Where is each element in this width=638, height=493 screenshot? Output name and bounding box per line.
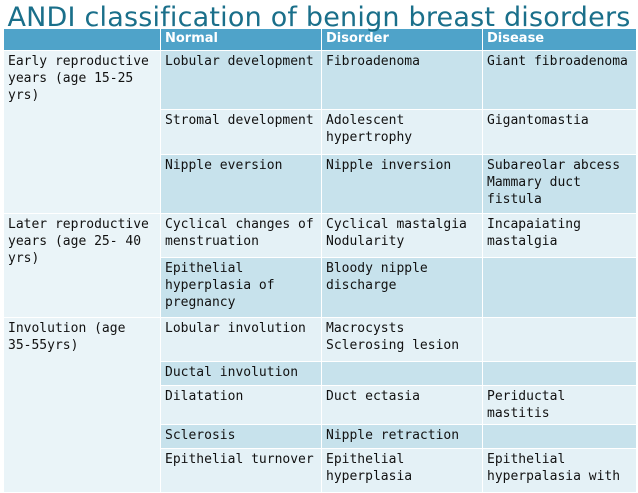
disease-cell: Giant fibroadenoma [483,51,637,110]
disorder-cell: Adolescent hypertrophy [322,110,483,155]
header-normal: Normal [161,29,322,51]
andi-table [3,28,637,493]
normal-cell: Stromal development [161,110,322,155]
disorder-cell: Macrocysts Sclerosing lesion [322,318,483,362]
normal-cell: Ductal involution [161,362,322,386]
disorder-cell: Bloody nipple discharge [322,258,483,318]
disease-cell: Subareolar abcess Mammary duct fistula [483,155,637,214]
normal-cell: Lobular involution [161,318,322,362]
disease-cell: Periductal mastitis [483,386,637,425]
slide-title: ANDI classification of benign breast disorders [7,2,631,33]
normal-cell: Nipple eversion [161,155,322,214]
disease-cell [483,425,637,449]
table-row [4,214,637,258]
disease-cell: Epithelial hyperpalasia with [483,449,637,493]
disease-cell: Gigantomastia [483,110,637,155]
disease-cell: Incapaiating mastalgia [483,214,637,258]
disorder-cell: Nipple retraction [322,425,483,449]
table-row [4,51,637,110]
disorder-cell: Epithelial hyperplasia [322,449,483,493]
normal-cell: Dilatation [161,386,322,425]
normal-cell: Lobular development [161,51,322,110]
normal-cell: Epithelial hyperplasia of pregnancy [161,258,322,318]
stage-cell: Early reproductive years (age 15-25 yrs) [4,51,161,214]
normal-cell: Epithelial turnover [161,449,322,493]
disorder-cell: Duct ectasia [322,386,483,425]
normal-cell: Cyclical changes of menstruation [161,214,322,258]
header-disease: Disease [483,29,637,51]
table-row [4,318,637,362]
header-disorder: Disorder [322,29,483,51]
disorder-cell: Fibroadenoma [322,51,483,110]
disorder-cell [322,362,483,386]
disorder-cell: Nipple inversion [322,155,483,214]
normal-cell: Sclerosis [161,425,322,449]
disorder-cell: Cyclical mastalgia Nodularity [322,214,483,258]
stage-cell: Involution (age 35-55yrs) [4,318,161,493]
stage-cell: Later reproductive years (age 25- 40 yrs) [4,214,161,318]
disease-cell [483,258,637,318]
disease-cell [483,362,637,386]
disease-cell [483,318,637,362]
